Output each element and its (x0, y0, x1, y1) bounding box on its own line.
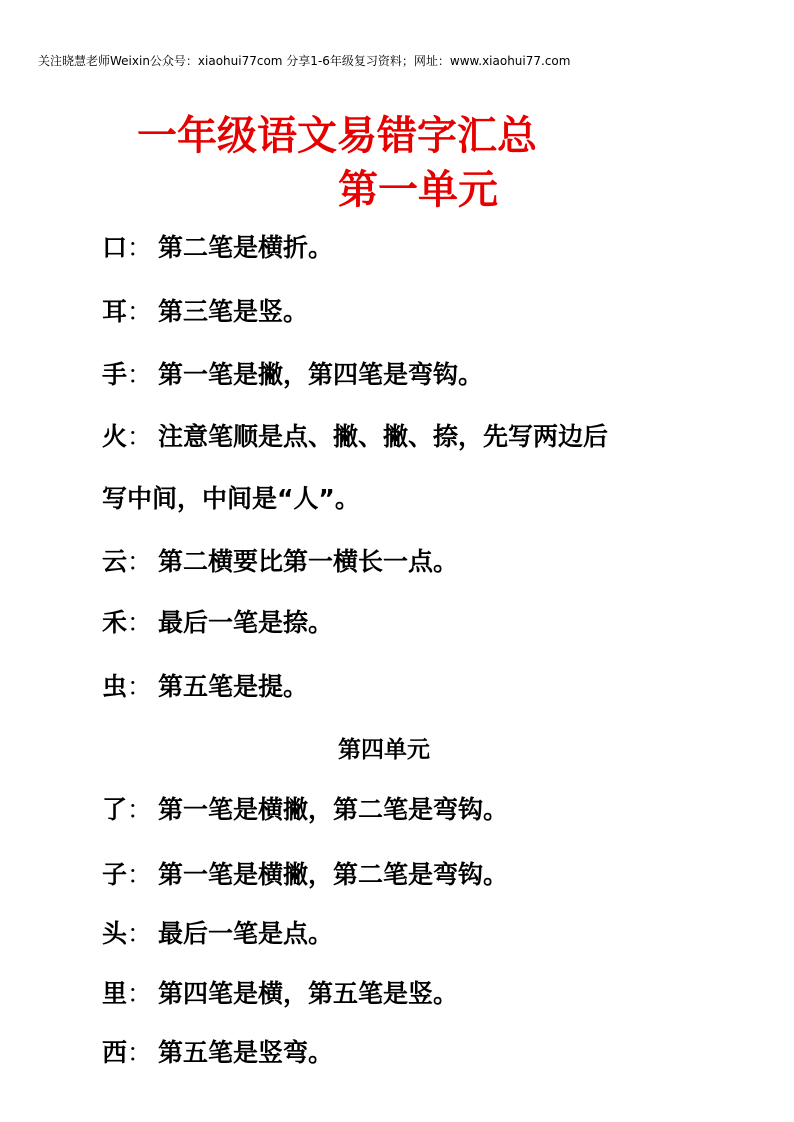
entry-tou (102, 914, 333, 950)
entry-chong (102, 667, 308, 703)
entry-separator: ： (127, 919, 153, 948)
entry-xi (102, 1033, 333, 1069)
entry-huo-continued: 写中间，中间是“人”。 (102, 484, 360, 513)
entry-separator: ： (127, 672, 153, 701)
entry-huo (102, 417, 608, 453)
entry-text: 第一笔是横撇，第二笔是弯钩。 (158, 795, 509, 824)
entry-shou (102, 355, 483, 391)
header-note: 关注晓慧老师Weixin公众号：xiaohui77com 分享1-6年级复习资料；网址：www.xiaohui77.com (38, 54, 571, 68)
entry-char: 头 (102, 919, 128, 948)
entry-text: 注意笔顺是点、撇、撇、捺，先写两边后 (158, 422, 609, 451)
entry-zi (102, 855, 508, 891)
entry-separator: ： (127, 547, 153, 576)
entry-text: 第一笔是撇，第四笔是弯钩。 (158, 360, 484, 389)
entry-separator: ： (127, 979, 153, 1008)
entry-text: 第四笔是横，第五笔是竖。 (158, 979, 459, 1008)
entry-char: 虫 (102, 672, 128, 701)
entry-char: 耳 (102, 297, 128, 326)
entry-separator: ： (127, 860, 153, 889)
entry-char: 云 (102, 547, 128, 576)
entry-char: 西 (102, 1038, 128, 1067)
entry-text: 第一笔是横撇，第二笔是弯钩。 (158, 860, 509, 889)
entry-separator: ： (127, 608, 153, 637)
entry-text: 第五笔是提。 (158, 672, 309, 701)
entry-separator: ： (127, 360, 153, 389)
entry-le (102, 790, 508, 826)
entry-text: 第三笔是竖。 (158, 297, 309, 326)
entry-text: 第二横要比第一横长一点。 (158, 547, 459, 576)
page-title: 一年级语文易错字汇总 (137, 113, 537, 159)
entry-char: 里 (102, 979, 128, 1008)
entry-char: 子 (102, 860, 128, 889)
entry-text: 最后一笔是点。 (158, 919, 334, 948)
entry-he (102, 603, 333, 639)
entry-text: 第二笔是横折。 (158, 233, 334, 262)
entry-char: 口 (102, 233, 128, 262)
entry-separator: ： (127, 297, 153, 326)
entry-separator: ： (127, 233, 153, 262)
entry-yun (102, 542, 458, 578)
entry-char: 手 (102, 360, 128, 389)
entry-char: 了 (102, 795, 128, 824)
entry-er (102, 292, 308, 328)
unit-4-title: 第四单元 (338, 737, 430, 763)
entry-text: 最后一笔是捺。 (158, 608, 334, 637)
entry-separator: ： (127, 422, 153, 451)
entry-li (102, 974, 458, 1010)
entry-text: 第五笔是竖弯。 (158, 1038, 334, 1067)
entry-kou (102, 228, 333, 264)
entry-char: 禾 (102, 608, 128, 637)
entry-separator: ： (127, 1038, 153, 1067)
unit-1-title: 第一单元 (338, 167, 498, 213)
entry-char: 火 (102, 422, 128, 451)
entry-separator: ： (127, 795, 153, 824)
